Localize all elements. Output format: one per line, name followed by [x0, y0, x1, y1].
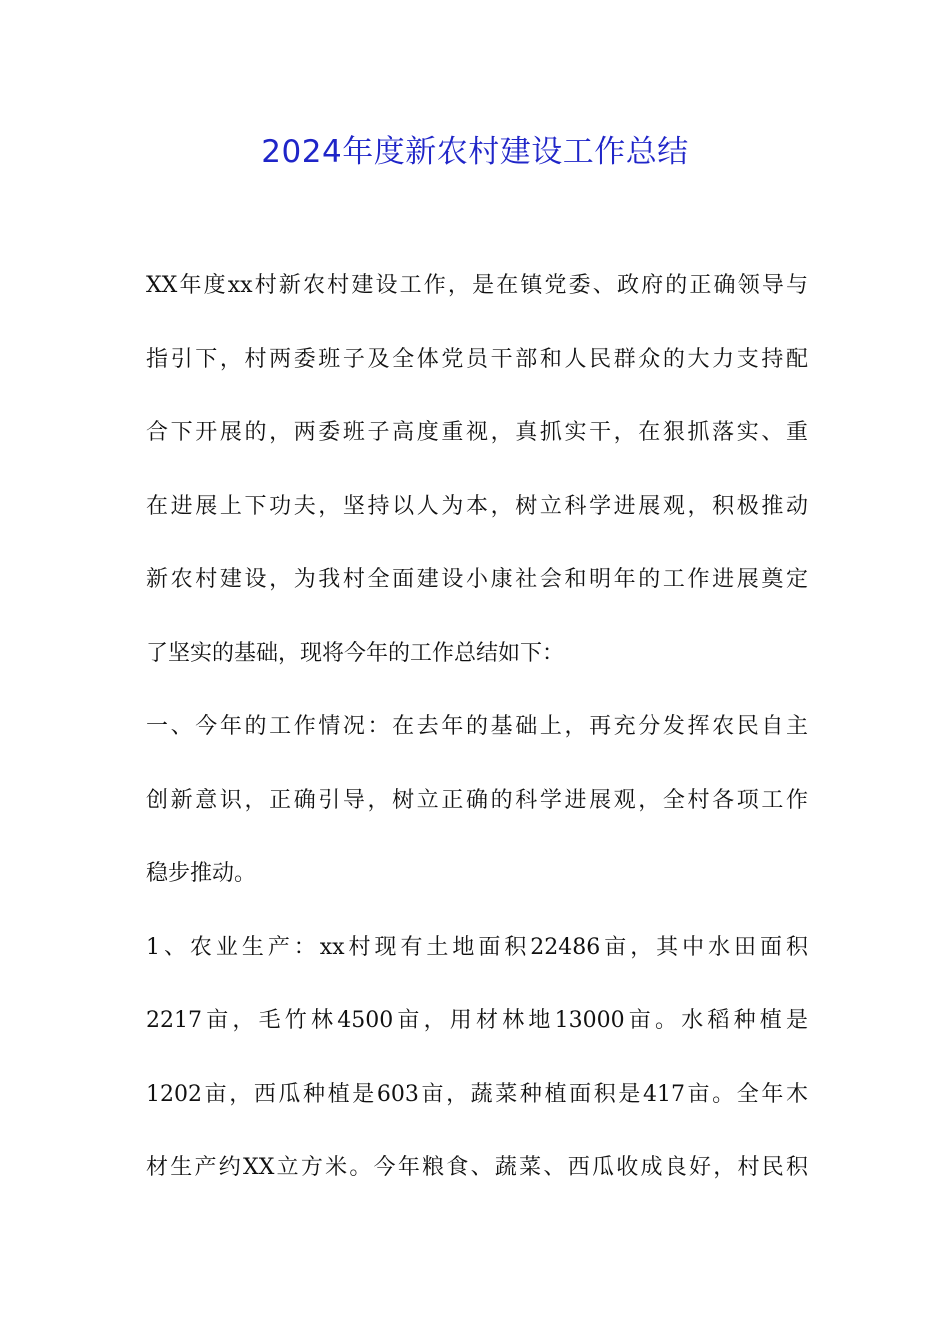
document-title: 2024年度新农村建设工作总结	[261, 134, 689, 170]
body-line: 在进展上下功夫，坚持以人为本，树立科学进展观，积极推动	[146, 493, 808, 519]
document-body	[146, 264, 808, 1220]
body-line: 1、农业生产：xx村现有土地面积22486亩，其中水田面积	[146, 934, 808, 960]
body-line: 创新意识，正确引导，树立正确的科学进展观，全村各项工作	[146, 787, 808, 813]
body-line: 1202亩，西瓜种植是603亩，蔬菜种植面积是417亩。全年木	[146, 1081, 808, 1107]
body-line: 材生产约XX立方米。今年粮食、蔬菜、西瓜收成良好，村民积	[146, 1155, 808, 1180]
body-line: 合下开展的，两委班子高度重视，真抓实干，在狠抓落实、重	[146, 420, 808, 445]
body-line: 稳步推动。	[146, 861, 257, 886]
body-line: 了坚实的基础，现将今年的工作总结如下：	[146, 640, 565, 666]
body-line: 新农村建设，为我村全面建设小康社会和明年的工作进展奠定	[146, 567, 808, 592]
body-line: 指引下，村两委班子及全体党员干部和人民群众的大力支持配	[146, 346, 808, 372]
body-line: XX年度xx村新农村建设工作，是在镇党委、政府的正确领导与	[146, 273, 808, 298]
body-line: 一、今年的工作情况：在去年的基础上，再充分发挥农民自主	[146, 714, 808, 739]
body-line: 2217亩，毛竹林4500亩，用材林地13000亩。水稻种植是	[146, 1008, 808, 1033]
